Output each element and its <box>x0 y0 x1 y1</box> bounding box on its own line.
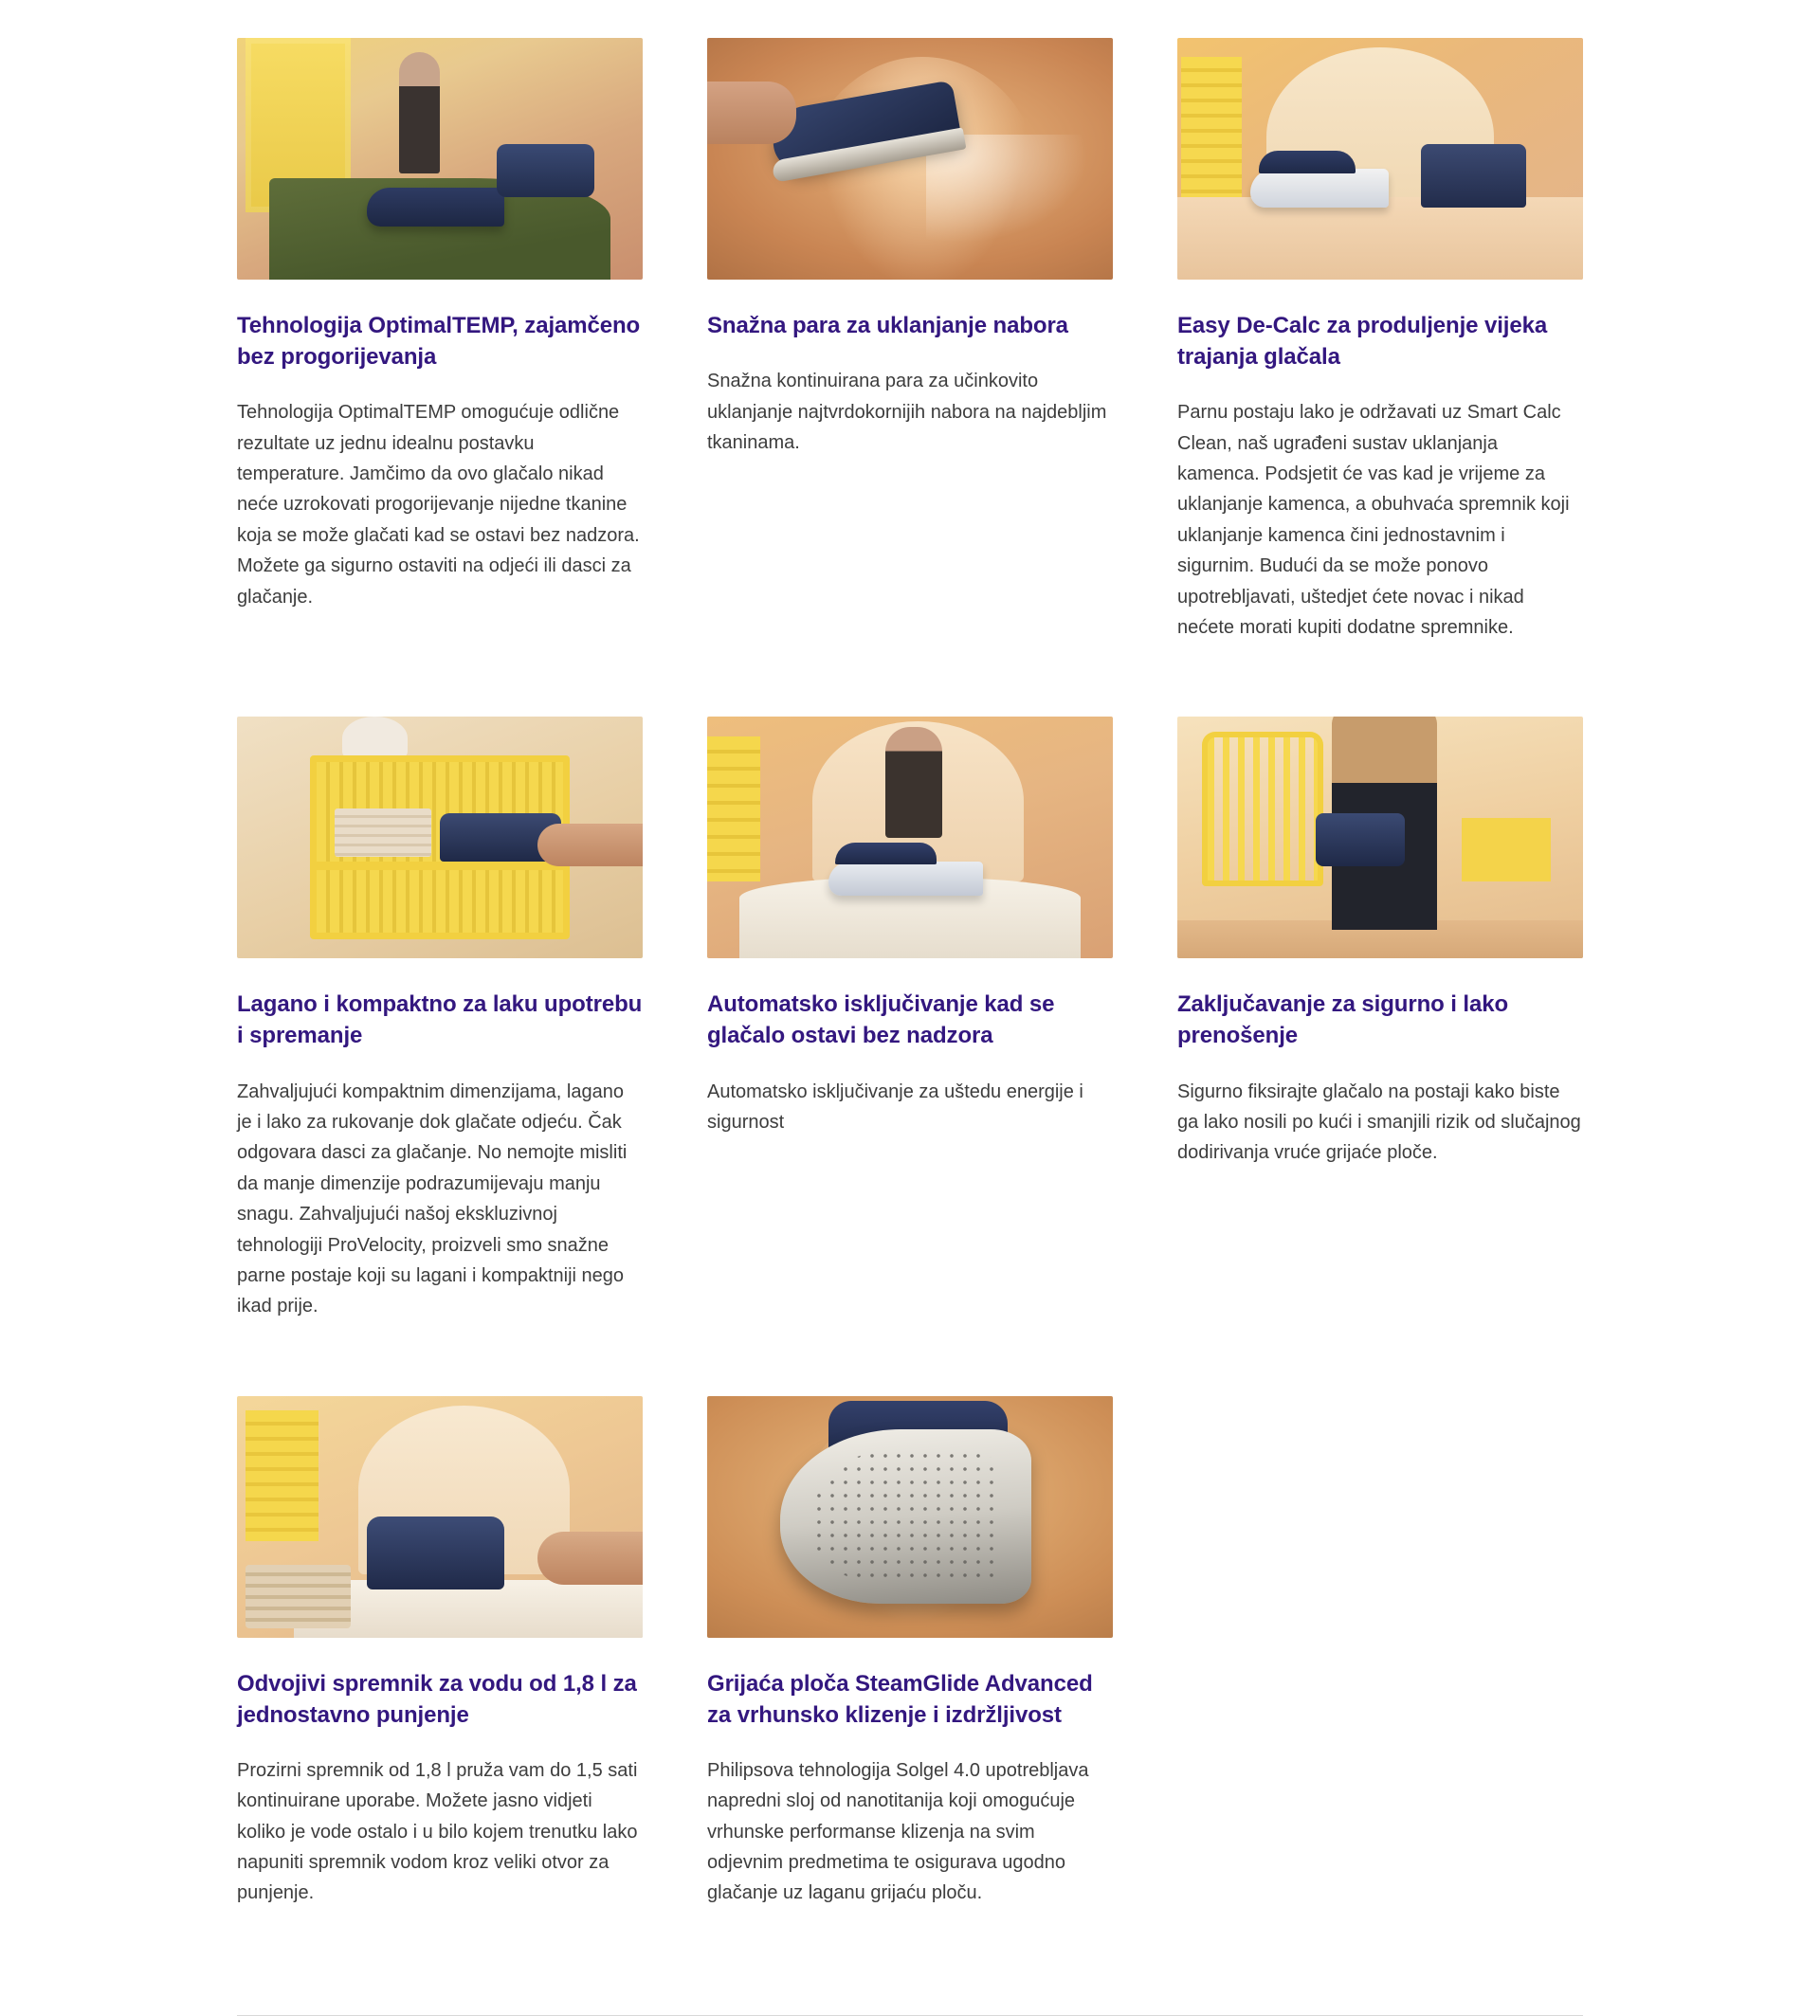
feature-card-empty <box>1177 1396 1583 1470</box>
feature-card <box>237 717 643 1395</box>
feature-title: Automatsko isključivanje kad se glačalo ostavi bez nadzora <box>707 991 1055 1049</box>
feature-body: Snažna kontinuirana para za učinkovito uklanjanje najtvrdokornijih nabora na najdebljim tkaninama. <box>707 371 1107 453</box>
feature-grid <box>237 38 1583 1983</box>
feature-image-unattended-iron-on-ironing-board[interactable] <box>707 717 1113 958</box>
feature-body: Zahvaljujući kompaktnim dimenzijama, lagano je i lako za rukovanje dok glačate odjeću. Čak odgovara dasci za glačanje. No nemojte misliti da manje dimenzije podrazumijevaju manju snagu. Zahvaljujući našoj ekskluzivnoj tehnologiji ProVelocity, proizveli smo snažne parne postaje koji su lagani i kompaktniji nego ikad prije. <box>237 1081 628 1317</box>
feature-card <box>707 717 1113 1211</box>
feature-image-detachable-water-tank-refill[interactable] <box>237 1396 643 1638</box>
feature-card <box>1177 38 1583 717</box>
feature-image-person-carrying-steam-generator[interactable] <box>1177 717 1583 958</box>
feature-image-steamglide-advanced-soleplate[interactable] <box>707 1396 1113 1638</box>
feature-body: Parnu postaju lako je održavati uz Smart Calc Clean, naš ugrađeni sustav uklanjanja kamenca. Podsjetit će vas kad je vrijeme za uklanjanje kamenca, a obuhvaća spremnik koji uklanjanje kamenca čini jednostavnim i sigurnim. Budući da se može ponovo upotrebljavati, uštedjet ćete novac i nikad nećete morati kupiti dodatne spremnike. <box>1177 402 1570 638</box>
feature-body: Philipsova tehnologija Solgel 4.0 upotrebljava napredni sloj od nanotitanija koji omogućuje vrhunske performanse klizenja na svim odjevnim predmetima te osigurava ugodno glačanje uz laganu grijaću ploču. <box>707 1759 1089 1904</box>
feature-body: Prozirni spremnik od 1,8 l pruža vam do 1,5 sati kontinuirane uporabe. Možete jasno vidjeti koliko je vode ostalo i u bilo kojem trenutku lako napuniti spremnik vodom kroz veliki otvor za punjenje. <box>237 1759 638 1904</box>
feature-title: Zaključavanje za sigurno i lako prenošenje <box>1177 991 1509 1049</box>
feature-card <box>237 1396 643 1983</box>
feature-card <box>707 38 1113 532</box>
feature-image-hand-holding-iron-with-steam[interactable] <box>707 38 1113 280</box>
feature-title: Snažna para za uklanjanje nabora <box>707 313 1068 338</box>
feature-image-iron-on-green-ironing-board[interactable] <box>237 38 643 280</box>
feature-title: Lagano i kompaktno za laku upotrebu i spremanje <box>237 991 643 1049</box>
feature-image-steam-generator-on-table[interactable] <box>1177 38 1583 280</box>
feature-title: Easy De-Calc za produljenje vijeka trajanja glačala <box>1177 313 1548 371</box>
feature-card <box>707 1396 1113 1983</box>
feature-body: Tehnologija OptimalTEMP omogućuje odlične rezultate uz jednu idealnu postavku temperature. Jamčimo da ovo glačalo nikad neće uzrokovati progorijevanje nijedne tkanine koja se može glačati kad se ostavi bez nadzora. Možete ga sigurno ostaviti na odjeći ili dasci za glačanje. <box>237 402 640 608</box>
feature-body: Automatsko isključivanje za uštedu energije i sigurnost <box>707 1081 1083 1133</box>
feature-card <box>237 38 643 686</box>
feature-image-iron-stored-in-yellow-cabinet[interactable] <box>237 717 643 958</box>
feature-card <box>1177 717 1583 1242</box>
feature-title: Grijaća ploča SteamGlide Advanced za vrhunsko klizenje i izdržljivost <box>707 1670 1093 1728</box>
feature-title: Odvojivi spremnik za vodu od 1,8 l za jednostavno punjenje <box>237 1670 637 1728</box>
feature-body: Sigurno fiksirajte glačalo na postaji kako biste ga lako nosili po kući i smanjili rizik od slučajnog dodirivanja vruće grijaće ploče. <box>1177 1081 1581 1164</box>
feature-title: Tehnologija OptimalTEMP, zajamčeno bez progorijevanja <box>237 313 641 371</box>
